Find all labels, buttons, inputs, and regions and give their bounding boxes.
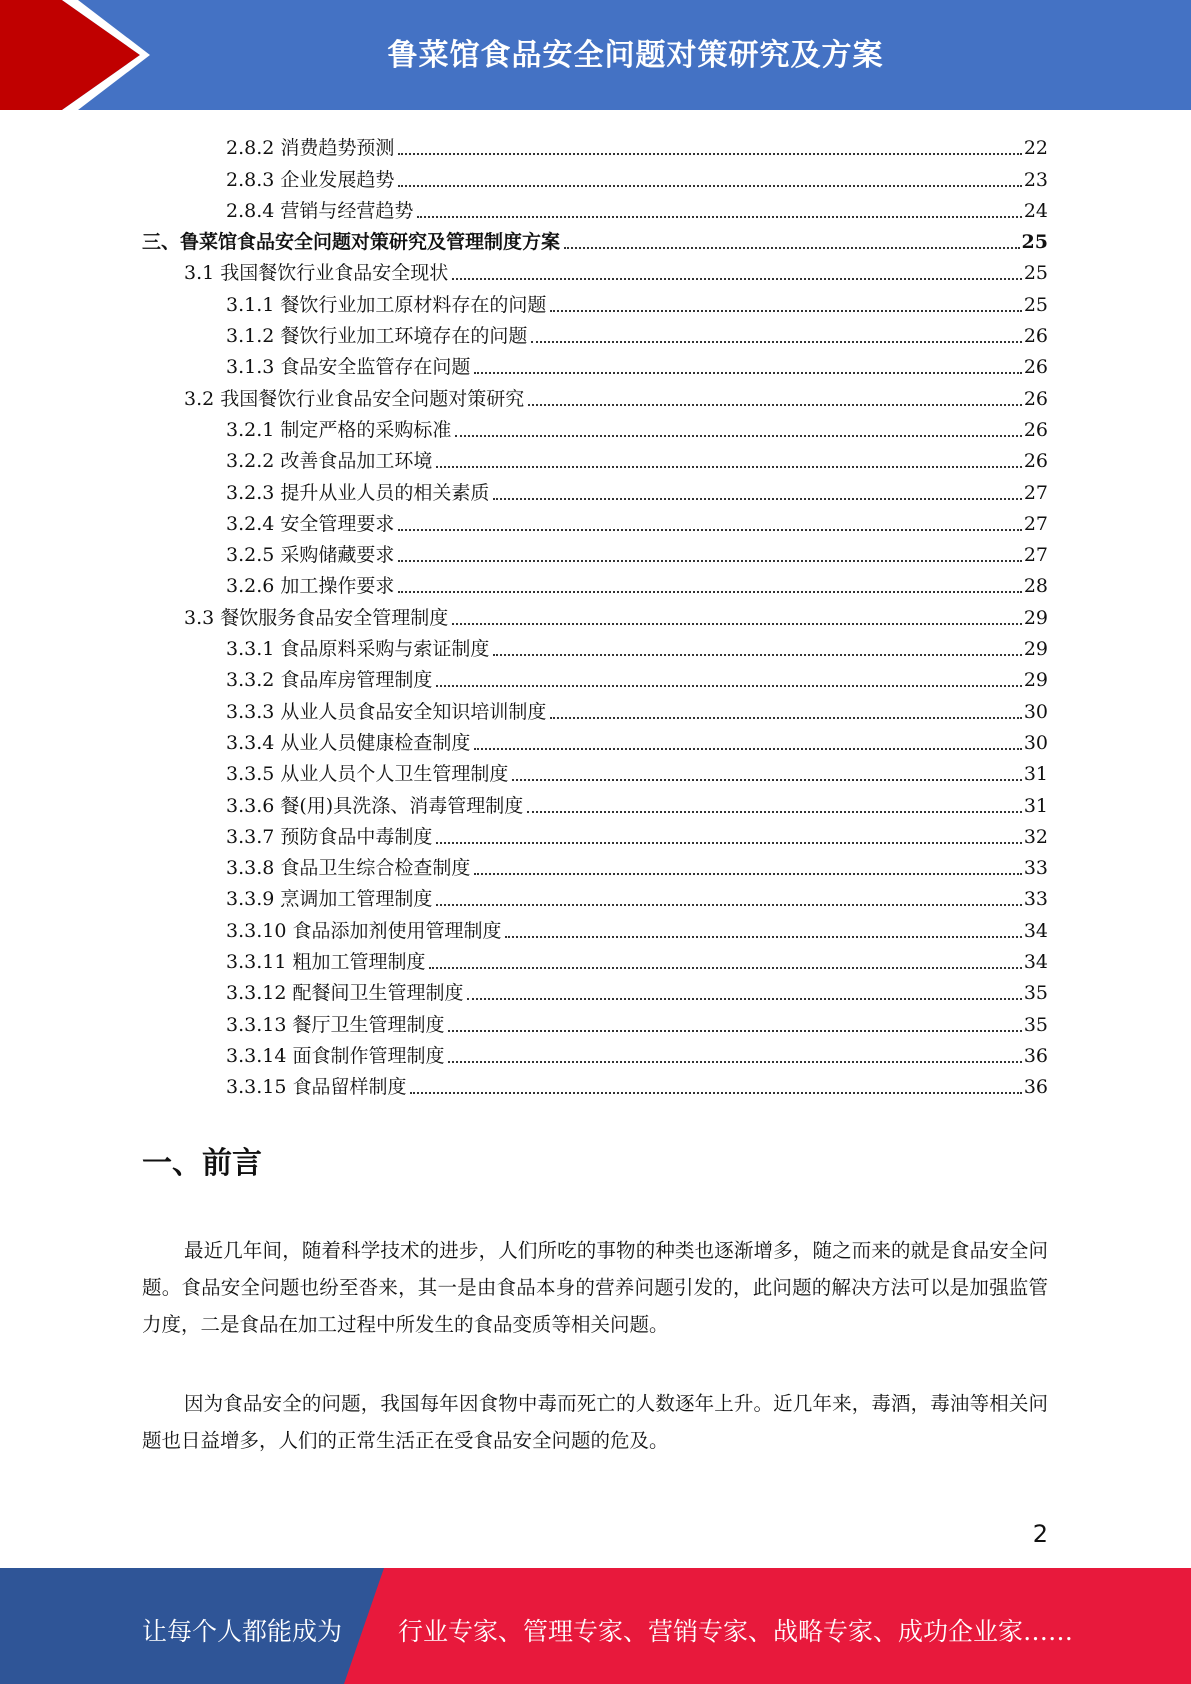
toc-entry-page: 29 (1023, 606, 1048, 629)
toc-entry-label: 3.3.7 预防食品中毒制度 (226, 825, 433, 848)
toc-entry-label: 3.3.2 食品库房管理制度 (226, 669, 433, 692)
toc-dot-leader (417, 216, 1021, 218)
toc-entry-page: 33 (1023, 857, 1048, 880)
toc-entry-page: 26 (1023, 356, 1048, 379)
toc-entry-label: 3.3.13 餐厅卫生管理制度 (226, 1013, 445, 1036)
footer-slogan-right: 行业专家、管理专家、营销专家、战略专家、成功企业家…… (398, 1617, 1074, 1646)
toc-entry-page: 33 (1023, 888, 1048, 911)
toc-entry[interactable] (142, 128, 1048, 159)
toc-dot-leader (474, 748, 1021, 750)
toc-dot-leader (493, 498, 1021, 500)
document-title: 鲁菜馆食品安全问题对策研究及方案 (387, 38, 884, 73)
toc-dot-leader (436, 685, 1021, 687)
footer-slogan-left: 让每个人都能成为 (142, 1617, 343, 1646)
toc-dot-leader (531, 341, 1021, 343)
toc-entry-label: 2.8.3 企业发展趋势 (226, 168, 395, 191)
toc-entry[interactable] (142, 723, 1048, 754)
toc-entry-label: 3.2.5 采购储藏要求 (226, 544, 395, 567)
body-paragraph: 最近几年间，随着科学技术的进步，人们所吃的事物的种类也逐渐增多，随之而来的就是食品安全问题。食品安全问题也纷至沓来，其一是由食品本身的营养问题引发的，此问题的解决方法可以是加强监管力度，二是食品在加工过程中所发生的食品变质等相关问题。 (142, 1239, 1048, 1336)
toc-entry-label: 3.2.4 安全管理要求 (226, 512, 395, 535)
toc-entry-label: 3.3.4 从业人员健康检查制度 (226, 731, 471, 754)
toc-entry[interactable] (142, 566, 1048, 597)
toc-entry-label: 3.3.11 粗加工管理制度 (226, 951, 426, 974)
toc-entry-page: 34 (1023, 919, 1048, 942)
toc-entry-page: 25 (1023, 293, 1048, 316)
toc-entry-page: 25 (1023, 262, 1048, 285)
toc-dot-leader (452, 623, 1022, 625)
toc-entry[interactable] (142, 910, 1048, 941)
toc-entry-label: 3.3.3 从业人员食品安全知识培训制度 (226, 700, 547, 723)
toc-entry-label: 三、鲁菜馆食品安全问题对策研究及管理制度方案 (142, 231, 561, 254)
toc-entry-page: 26 (1023, 387, 1048, 410)
toc-entry-page: 36 (1023, 1076, 1048, 1099)
toc-dot-leader (452, 278, 1022, 280)
toc-entry-label: 3.3.8 食品卫生综合检查制度 (226, 857, 471, 880)
toc-entry-page: 29 (1023, 638, 1048, 661)
toc-dot-leader (474, 372, 1021, 374)
toc-dot-leader (436, 466, 1021, 468)
toc-entry-label: 3.2.1 制定严格的采购标准 (226, 418, 452, 441)
toc-dot-leader (398, 591, 1021, 593)
toc-entry[interactable] (142, 504, 1048, 535)
page-footer (0, 1568, 1191, 1684)
toc-entry[interactable] (142, 1004, 1048, 1035)
toc-entry[interactable] (142, 973, 1048, 1004)
toc-entry-label: 3.3.10 食品添加剂使用管理制度 (226, 919, 502, 942)
toc-entry[interactable] (142, 410, 1048, 441)
toc-entry[interactable] (142, 942, 1048, 973)
toc-dot-leader (398, 529, 1021, 531)
toc-dot-leader (512, 779, 1021, 781)
toc-dot-leader (564, 247, 1020, 249)
toc-entry-page: 36 (1023, 1044, 1048, 1067)
toc-entry-label: 3.1.2 餐饮行业加工环境存在的问题 (226, 325, 528, 348)
toc-entry[interactable] (142, 378, 1048, 409)
toc-entry-label: 3.3.12 配餐间卫生管理制度 (226, 982, 464, 1005)
toc-dot-leader (436, 904, 1021, 906)
toc-entry-page: 26 (1023, 450, 1048, 473)
toc-entry[interactable] (142, 754, 1048, 785)
toc-entry-label: 2.8.2 消费趋势预测 (226, 137, 395, 160)
toc-dot-leader (398, 153, 1021, 155)
toc-entry[interactable] (142, 597, 1048, 628)
toc-entry[interactable] (142, 691, 1048, 722)
toc-entry-label: 3.2.2 改善食品加工环境 (226, 450, 433, 473)
toc-entry-page: 26 (1023, 325, 1048, 348)
toc-entry[interactable] (142, 1067, 1048, 1098)
header-arrow-decoration (0, 0, 160, 110)
toc-dot-leader (448, 1061, 1021, 1063)
toc-entry-page: 30 (1023, 731, 1048, 754)
toc-entry-page: 25 (1021, 231, 1048, 254)
toc-entry-label: 3.2.3 提升从业人员的相关素质 (226, 481, 490, 504)
toc-dot-leader (550, 717, 1021, 719)
toc-dot-leader (505, 936, 1021, 938)
toc-entry-page: 24 (1023, 199, 1048, 222)
toc-entry-page: 30 (1023, 700, 1048, 723)
toc-entry-label: 3.1.1 餐饮行业加工原材料存在的问题 (226, 293, 547, 316)
page-number: 2 (1032, 1520, 1048, 1548)
toc-entry[interactable] (142, 191, 1048, 222)
toc-entry[interactable] (142, 1036, 1048, 1067)
toc-entry[interactable] (142, 660, 1048, 691)
toc-dot-leader (528, 404, 1022, 406)
toc-entry-label: 3.1.3 食品安全监管存在问题 (226, 356, 471, 379)
toc-entry-label: 3.3 餐饮服务食品安全管理制度 (184, 606, 449, 629)
toc-dot-leader (550, 310, 1021, 312)
toc-entry-page: 28 (1023, 575, 1048, 598)
toc-dot-leader (455, 435, 1021, 437)
toc-entry[interactable] (142, 284, 1048, 315)
toc-dot-leader (410, 1092, 1021, 1094)
toc-entry[interactable] (142, 316, 1048, 347)
toc-entry-label: 3.3.1 食品原料采购与索证制度 (226, 638, 490, 661)
toc-entry-page: 26 (1023, 418, 1048, 441)
toc-dot-leader (467, 998, 1021, 1000)
section-heading: 一、前言 (142, 1146, 262, 1181)
toc-entry[interactable] (142, 159, 1048, 190)
toc-entry[interactable] (142, 253, 1048, 284)
toc-entry-page: 35 (1023, 982, 1048, 1005)
toc-entry-label: 3.3.14 面食制作管理制度 (226, 1044, 445, 1067)
table-of-contents (142, 128, 1048, 1098)
toc-entry-page: 23 (1023, 168, 1048, 191)
toc-entry-label: 3.2 我国餐饮行业食品安全问题对策研究 (184, 387, 525, 410)
page-header (0, 0, 1191, 110)
toc-entry[interactable] (142, 848, 1048, 879)
toc-entry-label: 3.3.15 食品留样制度 (226, 1076, 407, 1099)
toc-entry-label: 3.3.6 餐(用)具洗涤、消毒管理制度 (226, 794, 524, 817)
toc-entry[interactable] (142, 472, 1048, 503)
toc-entry[interactable] (142, 785, 1048, 816)
toc-dot-leader (398, 185, 1021, 187)
toc-entry[interactable] (142, 441, 1048, 472)
toc-entry-page: 34 (1023, 951, 1048, 974)
toc-dot-leader (398, 560, 1021, 562)
toc-entry-label: 3.3.5 从业人员个人卫生管理制度 (226, 763, 509, 786)
toc-dot-leader (474, 873, 1021, 875)
toc-entry-page: 31 (1023, 763, 1048, 786)
toc-entry-page: 27 (1023, 512, 1048, 535)
toc-dot-leader (436, 842, 1021, 844)
toc-dot-leader (527, 811, 1022, 813)
toc-entry-page: 27 (1023, 481, 1048, 504)
toc-entry[interactable] (142, 879, 1048, 910)
toc-entry-label: 3.1 我国餐饮行业食品安全现状 (184, 262, 449, 285)
toc-entry[interactable] (142, 222, 1048, 253)
toc-dot-leader (493, 654, 1021, 656)
toc-entry-page: 27 (1023, 544, 1048, 567)
toc-entry-label: 3.3.9 烹调加工管理制度 (226, 888, 433, 911)
toc-entry-label: 3.2.6 加工操作要求 (226, 575, 395, 598)
toc-dot-leader (448, 1030, 1021, 1032)
body-paragraph: 因为食品安全的问题，我国每年因食物中毒而死亡的人数逐年上升。近几年来，毒酒，毒油等相关问题也日益增多，人们的正常生活正在受食品安全问题的危及。 (142, 1392, 1048, 1452)
toc-entry[interactable] (142, 629, 1048, 660)
toc-entry-page: 35 (1023, 1013, 1048, 1036)
toc-entry-label: 2.8.4 营销与经营趋势 (226, 199, 414, 222)
toc-entry[interactable] (142, 535, 1048, 566)
toc-dot-leader (429, 967, 1021, 969)
toc-entry[interactable] (142, 347, 1048, 378)
toc-entry[interactable] (142, 817, 1048, 848)
toc-entry-page: 29 (1023, 669, 1048, 692)
toc-entry-page: 22 (1023, 137, 1048, 160)
toc-entry-page: 31 (1023, 794, 1048, 817)
toc-entry-page: 32 (1023, 825, 1048, 848)
